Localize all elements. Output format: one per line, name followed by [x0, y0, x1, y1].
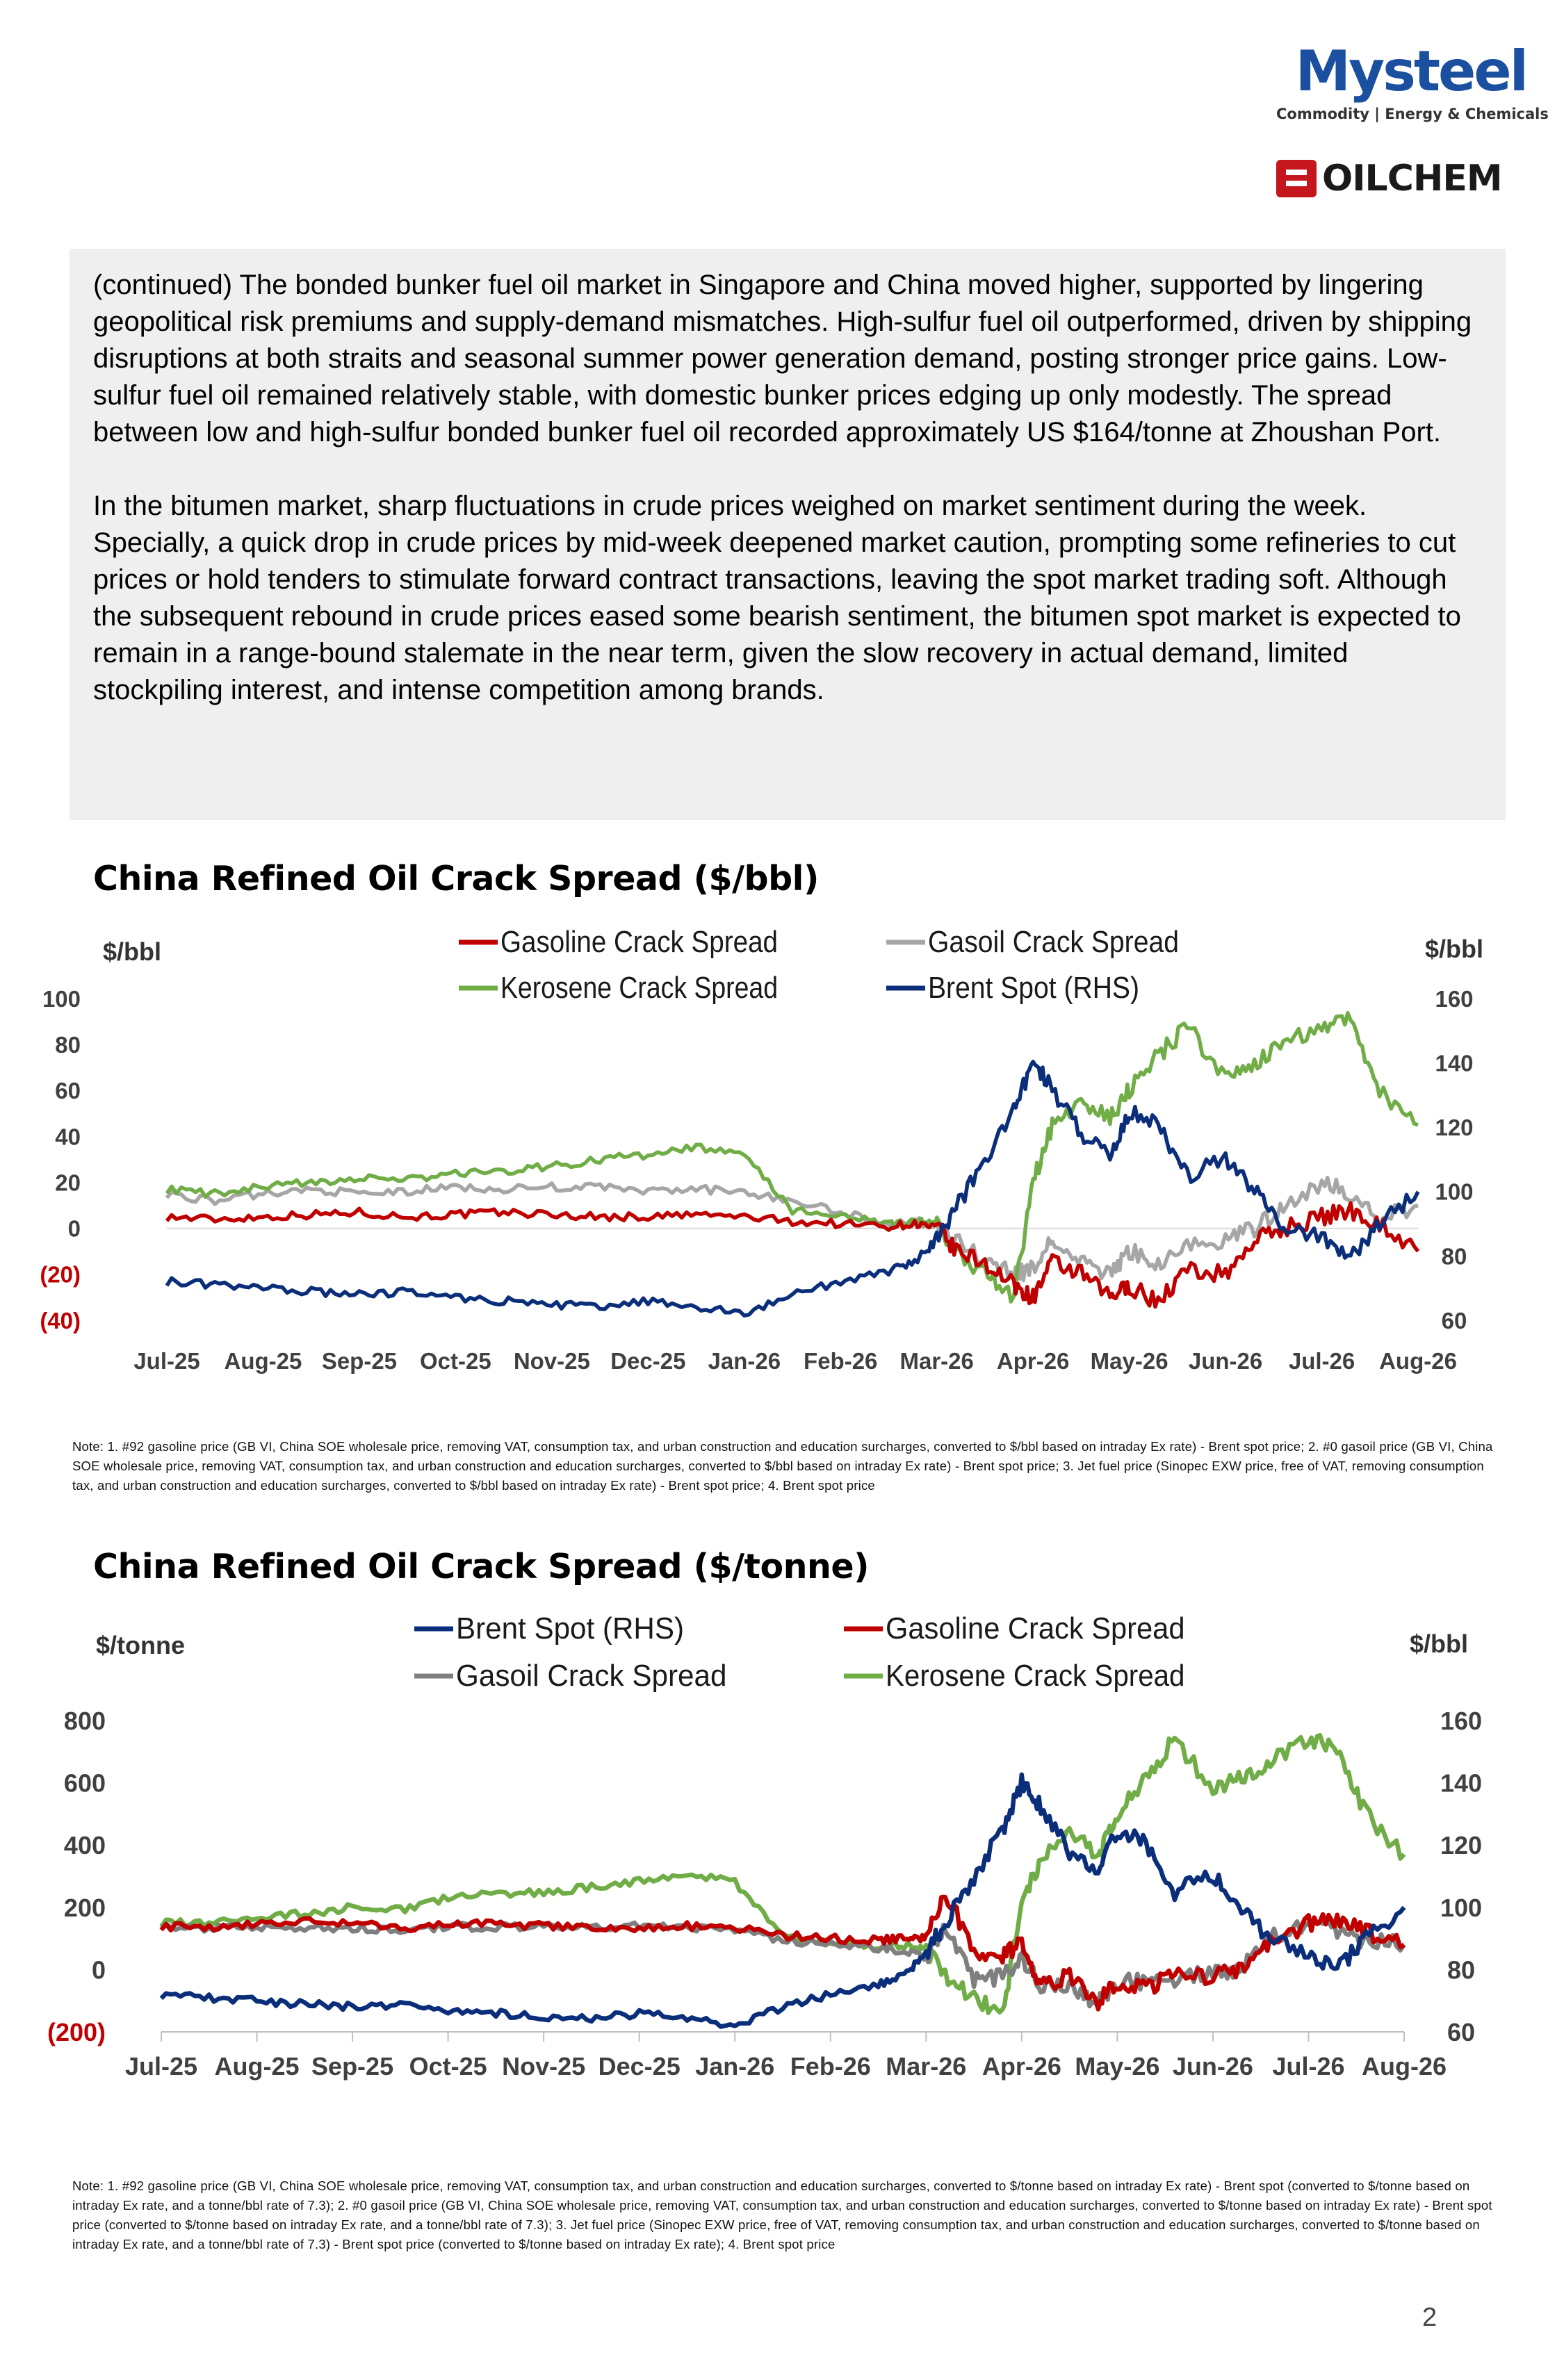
x-tick-label: Nov-25 [513, 1348, 590, 1374]
x-tick-label: Jul-26 [1272, 2052, 1345, 2081]
commentary-box [70, 249, 1506, 820]
x-tick-label: Sep-25 [321, 1348, 398, 1374]
left-tick-label: 600 [63, 1768, 106, 1798]
chart1-note: Note: 1. #92 gasoline price (GB VI, China SOE wholesale price, removing VAT, consumption tax, and urban construction and education surcharges, converted to $/bbl based on intraday Ex rate) - Brent spot price; 2. #0 gasoil price (GB VI, China SOE wholesale price, removing VAT, consumption tax, and urban construction and education surcharges, converted to $/bbl based on intraday Ex rate) - Brent spot price; 3. Jet fuel price (Sinopec EXW price, free of VAT, removing consumption tax, and urban construction and education surcharges, converted to $/bbl based on intraday Ex rate) - Brent spot price; 4. Brent spot price [72, 1439, 1493, 1493]
series-line-gasoline-crack-spread [167, 1203, 1418, 1306]
x-tick-label: Oct-25 [420, 1348, 491, 1374]
left-tick-label: 800 [63, 1706, 106, 1735]
x-tick-label: Apr-26 [996, 1348, 1070, 1374]
left-tick-label: 200 [63, 1893, 106, 1922]
series-line-gasoline-crack-spread [161, 1897, 1404, 2010]
brand-name: Mysteel [1295, 39, 1526, 104]
legend-label: Gasoline Crack Spread [500, 925, 778, 959]
left-tick-label: 40 [55, 1124, 81, 1150]
legend-label: Kerosene Crack Spread [500, 971, 778, 1005]
legend-label: Gasoil Crack Spread [928, 925, 1179, 959]
chart1 [0, 910, 1564, 1438]
x-tick-label: May-26 [1075, 2052, 1160, 2081]
right-tick-label: 60 [1441, 1307, 1467, 1333]
brand-tagline: Commodity | Energy & Chemicals [1276, 106, 1549, 122]
x-tick-label: Aug-26 [1361, 2052, 1447, 2081]
right-tick-label: 120 [1435, 1115, 1474, 1141]
x-tick-label: Jul-26 [1288, 1348, 1355, 1374]
x-tick-label: Aug-26 [1379, 1348, 1457, 1374]
x-tick-label: Jan-26 [708, 1348, 781, 1374]
right-axis-unit: $/bbl [1409, 1630, 1469, 1658]
right-tick-label: 80 [1441, 1243, 1467, 1270]
series-line-brent-spot-rhs [161, 1775, 1404, 2027]
series-line-kerosene-crack-spread [167, 1013, 1418, 1302]
right-tick-label: 160 [1435, 985, 1474, 1012]
x-tick-label: Feb-26 [790, 2052, 871, 2081]
x-tick-label: Jun-26 [1172, 2052, 1253, 2081]
right-axis-unit: $/bbl [1424, 935, 1484, 963]
legend-label: Brent Spot (RHS) [456, 1611, 684, 1646]
x-tick-label: Dec-25 [598, 2052, 681, 2081]
left-tick-label: 0 [67, 1215, 81, 1242]
left-tick-label: 80 [55, 1032, 81, 1058]
x-tick-label: Jan-26 [695, 2052, 775, 2081]
left-tick-label: 0 [91, 1955, 106, 1985]
x-tick-label: Feb-26 [804, 1348, 878, 1374]
right-tick-label: 100 [1440, 1893, 1483, 1922]
x-tick-label: Aug-25 [214, 2052, 300, 2081]
right-tick-label: 160 [1440, 1706, 1483, 1735]
legend-label: Gasoil Crack Spread [456, 1659, 727, 1693]
right-tick-label: 140 [1435, 1050, 1474, 1076]
paragraph-bunker: (continued) The bonded bunker fuel oil market in Singapore and China moved higher, supported by lingering geopolitical risk premiums and supply-demand mismatches. High-sulfur fuel oil outperformed, driven by shipping disruptions at both straits and seasonal summer power generation demand, posting stronger price gains. Low-sulfur fuel oil remained relatively stable, with domestic bunker prices edging up only modestly. The spread between low and high-sulfur bonded bunker fuel oil recorded approximately US $164/tonne at Zhoushan Port. [93, 270, 1472, 448]
x-tick-label: Sep-25 [311, 2052, 394, 2081]
legend-label: Gasoline Crack Spread [886, 1611, 1185, 1646]
paragraph-bitumen: In the bitumen market, sharp fluctuations in crude prices weighed on market sentiment during the week. Specially, a quick drop in crude prices by mid-week deepened market caution, prompting some refineries to cut prices or hold tenders to stimulate forward contract transactions, leaving the spot market trading soft. Although the subsequent rebound in crude prices eased some bearish sentiment, the bitumen spot market is expected to remain in a range-bound stalemate in the near term, given the slow recovery in actual demand, limited stockpiling interest, and intense competition among brands. [93, 491, 1461, 705]
x-tick-label: Jun-26 [1188, 1348, 1263, 1374]
oilchem-mark-icon [1276, 160, 1317, 197]
right-tick-label: 80 [1447, 1955, 1476, 1985]
right-tick-label: 140 [1440, 1768, 1483, 1798]
x-tick-label: Jul-25 [133, 1348, 200, 1374]
x-tick-label: Oct-25 [409, 2052, 487, 2081]
right-tick-label: 120 [1440, 1831, 1483, 1860]
chart2-note: Note: 1. #92 gasoline price (GB VI, China SOE wholesale price, removing VAT, consumption tax, and urban construction and education surcharges, converted to $/tonne based on intraday Ex rate) - Brent spot (converted to $/tonne based on intraday Ex rate, and a tonne/bbl rate of 7.3); 2. #0 gasoil price (GB VI, China SOE wholesale price, removing VAT, consumption tax, and urban construction and education surcharges, converted to $/tonne based on intraday Ex rate) - Brent spot price (converted to $/tonne based on intraday Ex rate, and a tonne/bbl rate of 7.3); 3. Jet fuel price (Sinopec EXW price, free of VAT, removing consumption tax, and urban construction and education surcharges, converted to $/tonne based on intraday Ex rate, and a tonne/bbl rate of 7.3) - Brent spot price (converted to $/tonne based on intraday Ex rate); 4. Brent spot price [72, 2178, 1492, 2251]
x-tick-label: May-26 [1090, 1348, 1168, 1374]
left-tick-label: 400 [63, 1831, 106, 1860]
x-tick-label: Apr-26 [981, 2052, 1061, 2081]
left-tick-label: 60 [55, 1078, 81, 1104]
x-tick-label: Mar-26 [886, 2052, 967, 2081]
left-tick-label: (40) [40, 1307, 81, 1333]
oilchem-logo [1276, 158, 1526, 199]
left-tick-label: (20) [40, 1261, 81, 1288]
left-axis-unit: $/bbl [103, 937, 162, 966]
x-tick-label: Jul-25 [124, 2052, 198, 2081]
x-tick-label: Dec-25 [610, 1348, 686, 1374]
right-tick-label: 60 [1447, 2017, 1476, 2046]
mysteel-logo [1276, 39, 1549, 122]
x-tick-label: Aug-25 [224, 1348, 302, 1374]
left-tick-label: 20 [55, 1170, 81, 1196]
left-axis-unit: $/tonne [96, 1631, 186, 1659]
chart2 [0, 1598, 1564, 2140]
x-tick-label: Nov-25 [502, 2052, 586, 2081]
right-tick-label: 100 [1435, 1179, 1474, 1205]
legend-label: Brent Spot (RHS) [928, 971, 1139, 1005]
chart2-title: China Refined Oil Crack Spread ($/tonne) [93, 1547, 869, 1586]
chart1-title: China Refined Oil Crack Spread ($/bbl) [93, 859, 819, 898]
legend-label: Kerosene Crack Spread [886, 1659, 1185, 1693]
left-tick-label: 100 [42, 985, 81, 1012]
left-tick-label: (200) [47, 2017, 106, 2046]
partner-name: OILCHEM [1322, 158, 1502, 199]
page-number: 2 [1422, 2303, 1437, 2332]
x-tick-label: Mar-26 [899, 1348, 974, 1374]
